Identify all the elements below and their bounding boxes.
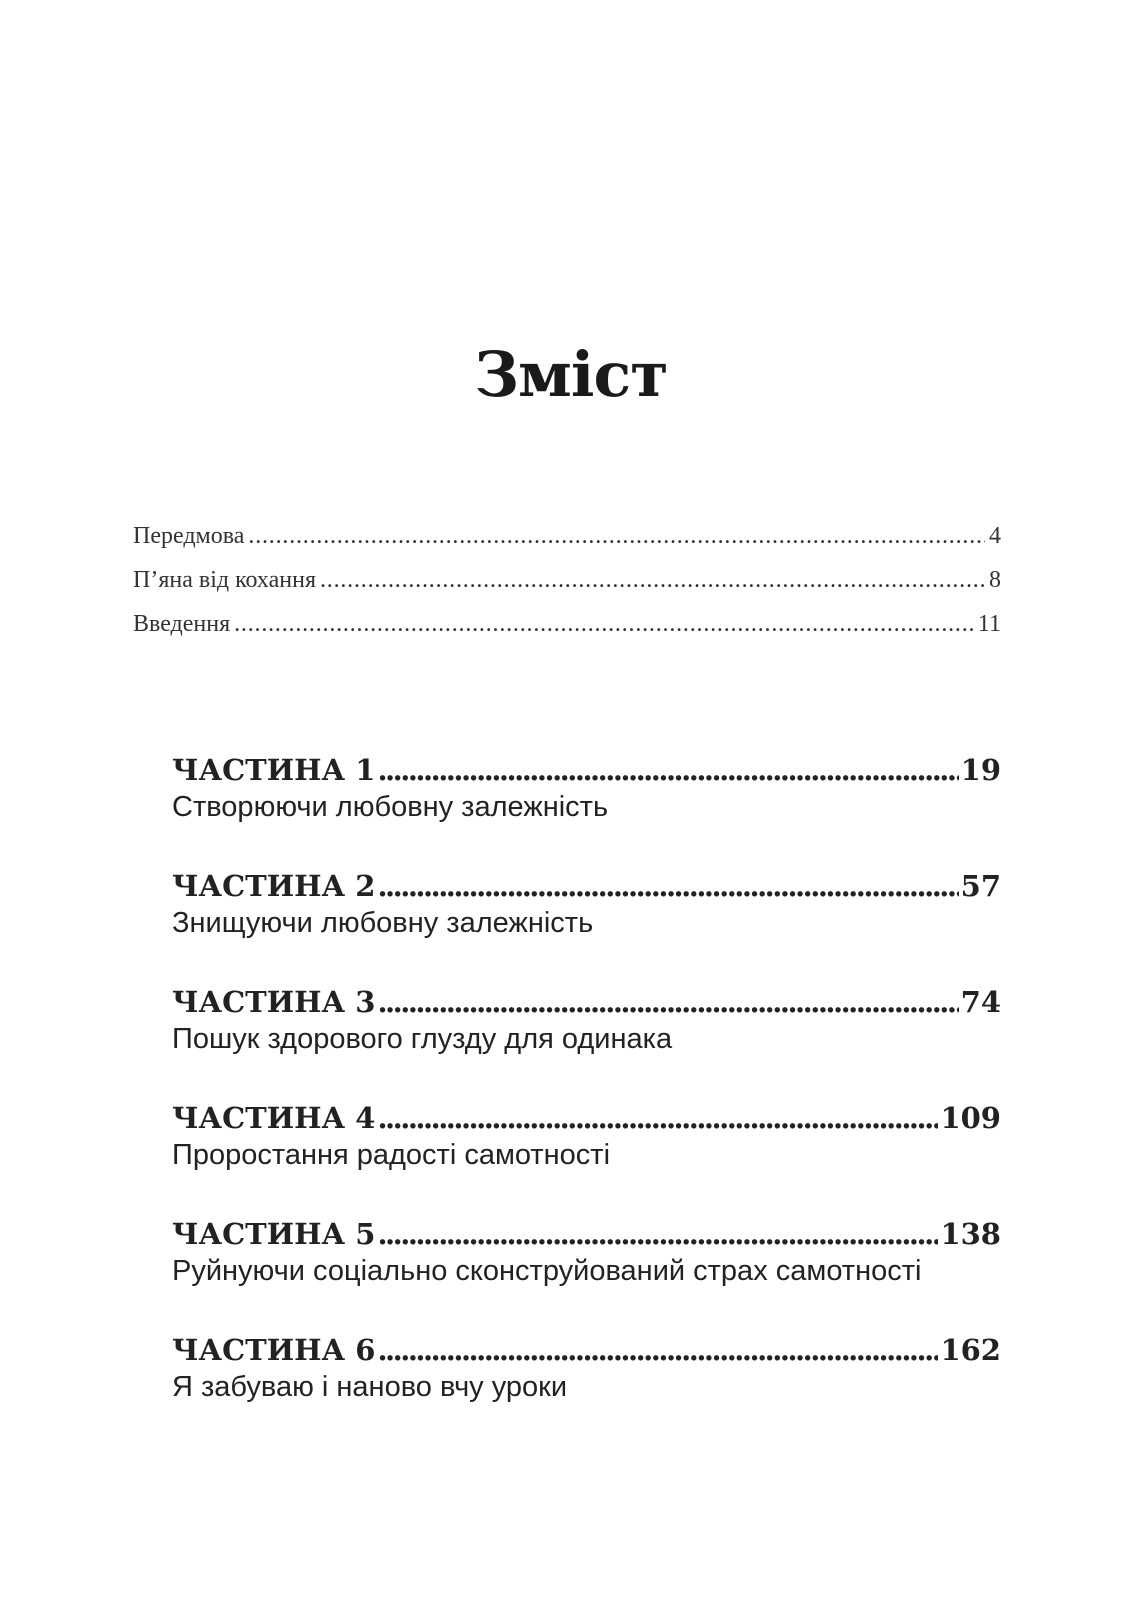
part-subtitle: Я забуваю і наново вчу уроки bbox=[172, 1371, 568, 1403]
toc-part-6[interactable] bbox=[172, 1333, 1001, 1449]
part-heading bbox=[172, 985, 1001, 1019]
part-label: ЧАСТИНА 1 bbox=[172, 753, 376, 787]
dot-leader bbox=[248, 523, 985, 550]
toc-part-4[interactable] bbox=[172, 1101, 1001, 1217]
parts-list bbox=[172, 753, 1001, 1449]
toc-entry-page: 11 bbox=[977, 611, 1001, 637]
part-heading bbox=[172, 1333, 1001, 1367]
part-subtitle: Створюючи любовну залежність bbox=[172, 791, 609, 823]
part-label: ЧАСТИНА 3 bbox=[172, 985, 376, 1019]
part-label: ЧАСТИНА 5 bbox=[172, 1217, 376, 1251]
part-label: ЧАСТИНА 4 bbox=[172, 1101, 376, 1135]
toc-part-5[interactable] bbox=[172, 1217, 1001, 1333]
part-heading bbox=[172, 1101, 1001, 1135]
front-matter-list bbox=[133, 523, 1001, 655]
part-page: 19 bbox=[960, 753, 1001, 787]
part-subtitle: Знищуючи любовну залежність bbox=[172, 907, 594, 939]
part-page: 162 bbox=[940, 1333, 1001, 1367]
part-subtitle: Проростання радості самотності bbox=[172, 1139, 611, 1171]
toc-entry-label: П’яна від кохання bbox=[133, 567, 316, 593]
part-label: ЧАСТИНА 2 bbox=[172, 869, 376, 903]
dot-leader bbox=[377, 1217, 938, 1251]
toc-entry-page: 8 bbox=[989, 567, 1001, 593]
toc-entry-drunk-on-love[interactable] bbox=[133, 567, 1001, 611]
toc-entry-foreword[interactable] bbox=[133, 523, 1001, 567]
dot-leader bbox=[320, 567, 985, 594]
dot-leader bbox=[377, 1333, 938, 1367]
toc-part-3[interactable] bbox=[172, 985, 1001, 1101]
part-page: 109 bbox=[940, 1101, 1001, 1135]
part-heading bbox=[172, 869, 1001, 903]
dot-leader bbox=[377, 753, 958, 787]
toc-part-2[interactable] bbox=[172, 869, 1001, 985]
toc-entry-label: Передмова bbox=[133, 523, 245, 549]
part-subtitle: Пошук здорового глузду для одинака bbox=[172, 1023, 673, 1055]
dot-leader bbox=[377, 869, 958, 903]
toc-entry-page: 4 bbox=[989, 523, 1001, 549]
dot-leader bbox=[377, 1101, 938, 1135]
part-page: 74 bbox=[960, 985, 1001, 1019]
page-title: Зміст bbox=[474, 338, 668, 411]
part-label: ЧАСТИНА 6 bbox=[172, 1333, 376, 1367]
toc-entry-introduction[interactable] bbox=[133, 611, 1001, 655]
toc-part-1[interactable] bbox=[172, 753, 1001, 869]
part-subtitle: Руйнуючи соціально сконструйований страх самотності bbox=[172, 1255, 922, 1287]
toc-entry-label: Введення bbox=[133, 611, 231, 637]
dot-leader bbox=[234, 611, 974, 638]
part-page: 57 bbox=[960, 869, 1001, 903]
dot-leader bbox=[377, 985, 958, 1019]
part-heading bbox=[172, 753, 1001, 787]
part-heading bbox=[172, 1217, 1001, 1251]
part-page: 138 bbox=[940, 1217, 1001, 1251]
